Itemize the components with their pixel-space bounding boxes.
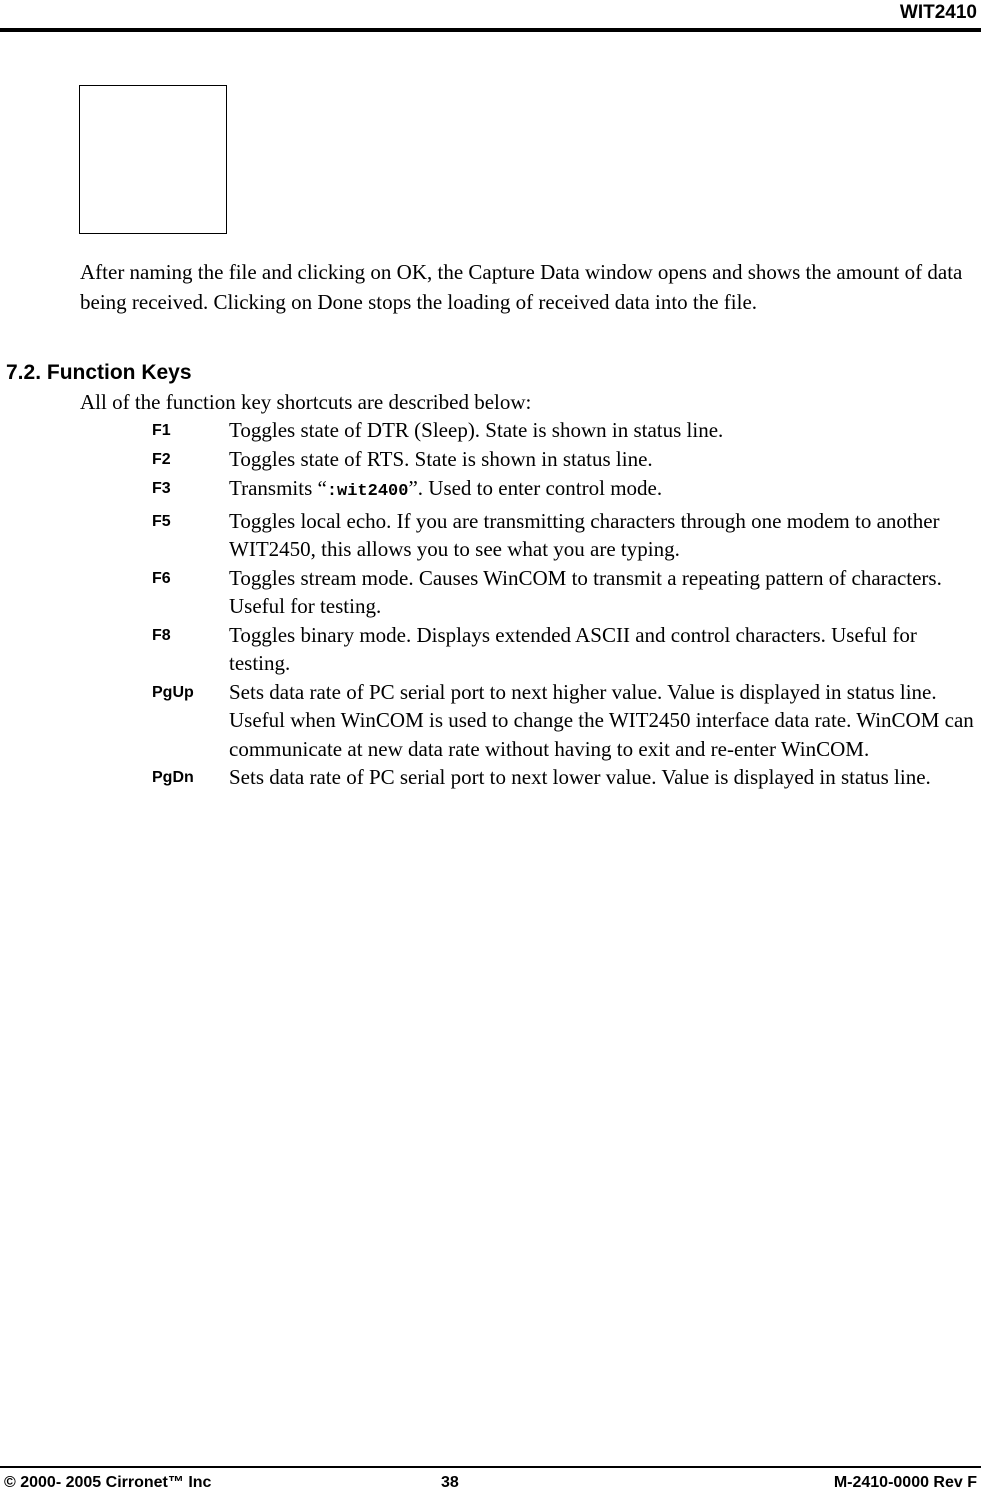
- desc-text-before: Transmits “: [229, 476, 327, 500]
- key-label: PgUp: [152, 683, 194, 701]
- key-description: [229, 474, 978, 507]
- key-description: Toggles binary mode. Displays extended ASCII and control characters. Useful for testing.: [229, 622, 917, 675]
- key-label: F2: [152, 451, 171, 468]
- key-label: F8: [152, 626, 171, 644]
- key-label: PgDn: [152, 769, 194, 786]
- page-header-title: WIT2410: [899, 2, 977, 23]
- footer-rule: [0, 1466, 981, 1468]
- figure-placeholder: [79, 85, 227, 234]
- section-intro: All of the function key shortcuts are described below:: [80, 390, 532, 414]
- header-rule: [0, 28, 981, 32]
- footer-doc-id: M-2410-0000 Rev F: [833, 1474, 977, 1491]
- key-label: F3: [152, 480, 171, 497]
- key-description: Toggles state of DTR (Sleep). State is shown in status line.: [229, 418, 724, 442]
- list-item: [152, 564, 978, 621]
- key-description: Toggles state of RTS. State is shown in status line.: [229, 447, 653, 471]
- key-description: Sets data rate of PC serial port to next lower value. Value is displayed in status line.: [229, 765, 931, 789]
- list-item: [152, 445, 978, 474]
- footer-copyright: © 2000- 2005 Cirronet™ Inc: [4, 1474, 212, 1491]
- desc-text-after: ”. Used to enter control mode.: [408, 476, 663, 500]
- key-description: Sets data rate of PC serial port to next higher value. Value is displayed in status line. Useful when WinCOM is used to change the WIT2450 interface data rate. WinCOM can communicate at new data rate without having to exit and re-enter WinCOM.: [229, 679, 974, 761]
- body-paragraph: After naming the file and clicking on OK, the Capture Data window opens and shows the amount of data being received. Clicking on Done stops the loading of received data into the file.: [80, 260, 963, 314]
- list-item: [152, 678, 978, 764]
- control-command-code: :wit2400: [326, 482, 409, 501]
- section-heading: 7.2. Function Keys: [6, 361, 192, 384]
- list-item: [152, 763, 978, 792]
- key-label: F1: [152, 422, 171, 439]
- list-item: [152, 416, 978, 445]
- key-description: Toggles stream mode. Causes WinCOM to transmit a repeating pattern of characters. Useful for testing.: [229, 565, 942, 618]
- list-item: [152, 621, 978, 678]
- list-item: [152, 507, 978, 564]
- key-label: F6: [152, 569, 171, 587]
- key-label: F5: [152, 512, 171, 530]
- list-item: [152, 474, 978, 507]
- key-description: Toggles local echo. If you are transmitting characters through one modem to another WIT2450, this allows you to see what you are typing.: [229, 508, 940, 561]
- function-key-list: [152, 416, 978, 792]
- footer-page-number: 38: [441, 1474, 459, 1491]
